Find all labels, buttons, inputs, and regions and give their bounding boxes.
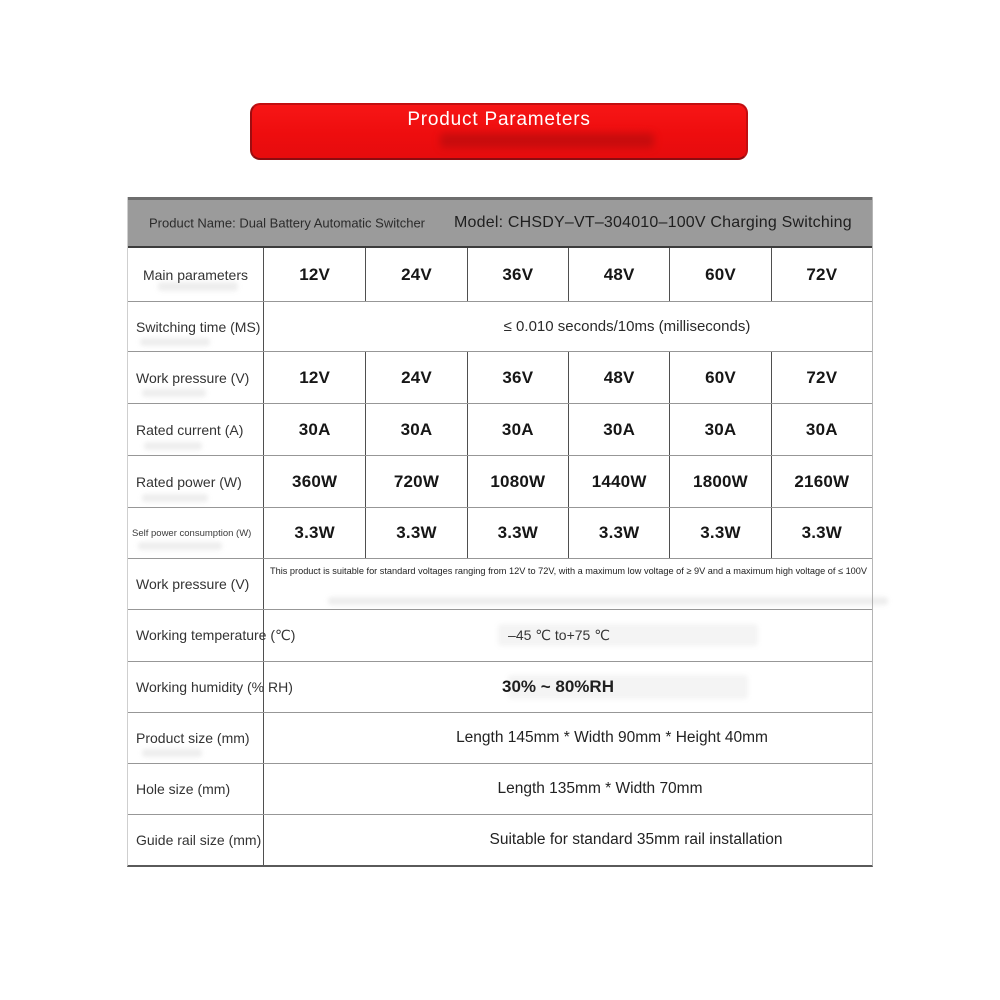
row-label: Switching time (MS): [128, 302, 264, 351]
value-cell: 72V: [771, 352, 872, 403]
row-label: Rated power (W): [128, 456, 264, 507]
value-cells: [264, 352, 872, 403]
value-cell: 48V: [568, 248, 669, 301]
row-working-temperature: [128, 609, 872, 661]
value-cell: 36V: [467, 352, 568, 403]
model-text: Model: CHSDY–VT–304010–100V Charging Switching: [454, 214, 852, 231]
row-label: Work pressure (V): [128, 352, 264, 403]
value-cell: 60V: [669, 248, 770, 301]
value-cell: 30A: [771, 404, 872, 455]
spec-sheet: [127, 197, 873, 867]
value-cell: 30A: [467, 404, 568, 455]
row-hole-size: [128, 763, 872, 814]
row-guide-rail-size: [128, 814, 872, 865]
value-cells: [264, 404, 872, 455]
value-cell: 30A: [568, 404, 669, 455]
row-label: Self power consumption (W): [128, 508, 264, 558]
row-label: Working temperature (℃): [128, 610, 264, 661]
row-label: Rated current (A): [128, 404, 264, 455]
row-label: Product size (mm): [128, 713, 264, 763]
value-cell: 360W: [292, 471, 338, 491]
value-cell: 30A: [298, 419, 331, 439]
value-cell: 1080W: [467, 456, 568, 507]
value-cell: 12V: [299, 367, 331, 387]
value-cells: [264, 248, 872, 301]
row-product-size: [128, 712, 872, 763]
row-label: Working humidity (% RH): [128, 662, 264, 712]
value-cell: 3.3W: [467, 508, 568, 558]
row-working-humidity: [128, 661, 872, 712]
value-cell: 3.3W: [669, 508, 770, 558]
row-main-parameters: [128, 248, 872, 301]
spec-value: ≤ 0.010 seconds/10ms (milliseconds): [503, 318, 751, 335]
value-cell: 36V: [467, 248, 568, 301]
spec-value: –45 ℃ to+75 ℃: [508, 627, 610, 643]
value-cell: 3.3W: [294, 523, 335, 542]
row-rated-current: [128, 403, 872, 455]
row-switching-time: [128, 301, 872, 351]
row-self-power-consumption: [128, 507, 872, 558]
value-cell: 48V: [568, 352, 669, 403]
value-cell: 720W: [365, 456, 466, 507]
value-cell: 1800W: [669, 456, 770, 507]
artifact-smudge: [440, 133, 654, 148]
value-cell: 30A: [669, 404, 770, 455]
value-cell: 3.3W: [568, 508, 669, 558]
value-cell: 60V: [669, 352, 770, 403]
row-work-pressure: [128, 351, 872, 403]
value-cell: 24V: [365, 248, 466, 301]
row-label: Main parameters: [128, 248, 264, 301]
banner-title: Product Parameters: [407, 109, 591, 130]
value-cell: 72V: [771, 248, 872, 301]
voltage-range-text: This product is suitable for standard voltages ranging from 12V to 72V, with a maximum low voltage of ≥ 9V and a maximum high voltage of ≤ 100V: [270, 566, 868, 576]
value-cell: 3.3W: [365, 508, 466, 558]
value-cells: [264, 508, 872, 558]
value-cell: 3.3W: [771, 508, 872, 558]
spec-value: [264, 559, 892, 609]
row-rated-power: [128, 455, 872, 507]
value-cell: 24V: [365, 352, 466, 403]
value-cell: 30A: [365, 404, 466, 455]
row-label: Guide rail size (mm): [128, 815, 264, 865]
value-cells: [264, 456, 872, 507]
spec-value: Length 135mm * Width 70mm: [497, 780, 703, 797]
product-name-text: Product Name: Dual Battery Automatic Switcher: [149, 215, 426, 231]
row-voltage-range-note: [128, 558, 872, 609]
row-label: Hole size (mm): [128, 764, 264, 814]
row-label: Work pressure (V): [128, 559, 264, 609]
product-parameters-banner: [250, 103, 748, 160]
value-cell: 1440W: [568, 456, 669, 507]
spec-value: Suitable for standard 35mm rail installation: [489, 831, 783, 848]
spec-value: Length 145mm * Width 90mm * Height 40mm: [456, 729, 768, 746]
value-cell: 2160W: [771, 456, 872, 507]
value-cell: 12V: [299, 264, 331, 284]
spec-header-bar: [128, 197, 872, 248]
spec-value: 30% ~ 80%RH: [502, 677, 614, 696]
